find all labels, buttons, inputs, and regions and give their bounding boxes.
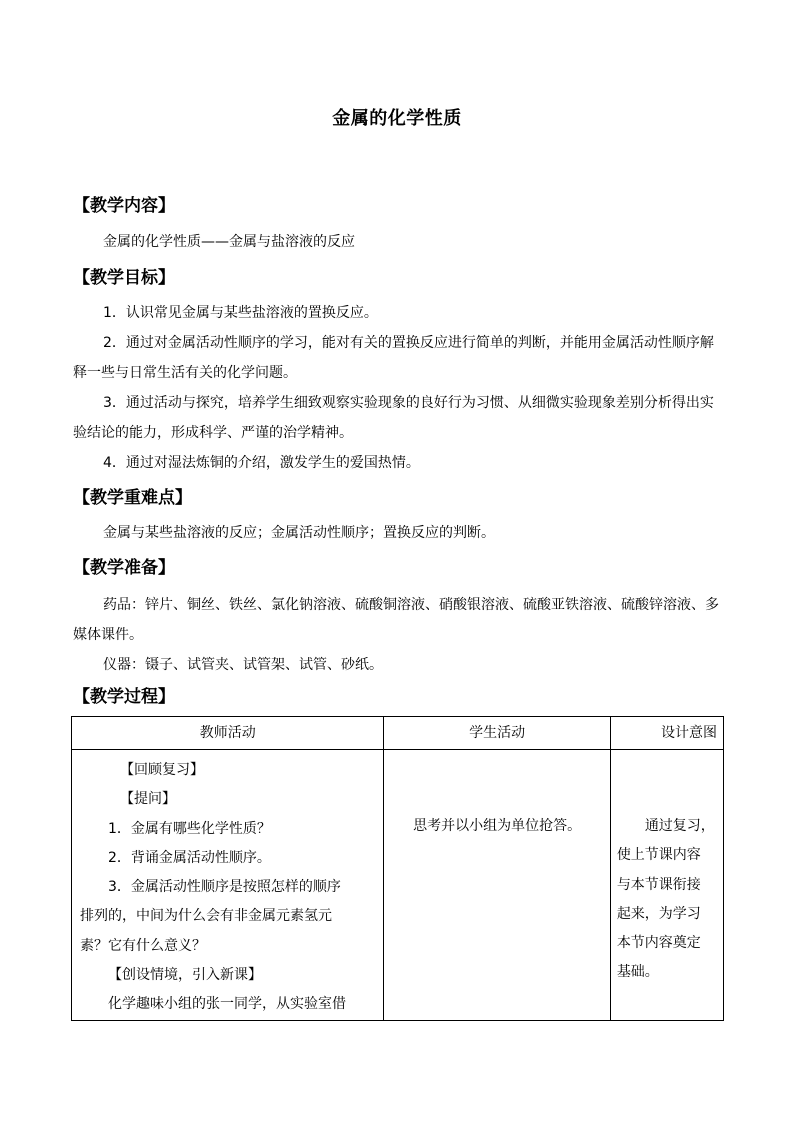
heading-teaching-process: 【教学过程】 <box>73 687 175 707</box>
teaching-content-text: 金属的化学性质——金属与盐溶液的反应 <box>103 234 355 250</box>
teacher-line: 化学趣味小组的张一同学，从实验室借 <box>108 996 346 1013</box>
teacher-line: 1．金属有哪些化学性质？ <box>108 820 271 837</box>
goal-item-4: 4．通过对湿法炼铜的介绍，激发学生的爱国热情。 <box>103 455 420 471</box>
table-header-row <box>72 717 724 750</box>
design-line: 起来，为学习 <box>616 905 701 922</box>
teacher-line: 【回顾复习】 <box>120 762 204 778</box>
design-intent-cell <box>610 750 723 1021</box>
goal-item-3: 3．通过活动与探究，培养学生细致观察实验现象的良好行为习惯、从细微实验现象差别分析得出实验结论的能力，形成科学、严谨的治学精神。 <box>73 395 714 441</box>
header-student-activity: 学生活动 <box>384 717 610 750</box>
goal-item-1: 1．认识常见金属与某些盐溶液的置换反应。 <box>103 305 378 321</box>
key-points-text: 金属与某些盐溶液的反应；金属活动性顺序；置换反应的判断。 <box>103 525 495 541</box>
header-teacher-activity: 教师活动 <box>72 717 384 750</box>
teacher-line: 【创设情境，引入新课】 <box>108 967 262 984</box>
design-line: 与本节课衔接 <box>616 876 701 893</box>
design-line: 本节内容奠定 <box>616 935 701 952</box>
teacher-line: 2．背诵金属活动性顺序。 <box>108 849 271 866</box>
teaching-process-table <box>71 716 724 1021</box>
heading-preparation: 【教学准备】 <box>73 558 175 578</box>
student-activity-cell: 思考并以小组为单位抢答。 <box>384 750 610 1021</box>
preparation-instruments: 仪器：镊子、试管夹、试管架、试管、砂纸。 <box>103 657 383 673</box>
teacher-line: 【提问】 <box>120 791 176 808</box>
design-line: 基础。 <box>616 964 659 981</box>
heading-key-points: 【教学重难点】 <box>73 488 192 508</box>
document-title: 金属的化学性质 <box>332 108 462 129</box>
heading-teaching-goals: 【教学目标】 <box>73 268 175 288</box>
design-line: 使上节课内容 <box>616 847 701 864</box>
table-row <box>72 750 724 1021</box>
preparation-drugs: 药品：锌片、铜丝、铁丝、氯化钠溶液、硫酸铜溶液、硝酸银溶液、硫酸亚铁溶液、硫酸锌溶液、多媒体课件。 <box>73 597 719 643</box>
teacher-line: 排列的，中间为什么会有非金属元素氢元 <box>80 908 332 925</box>
goal-item-2: 2．通过对金属活动性顺序的学习，能对有关的置换反应进行简单的判断，并能用金属活动性顺序解释一些与日常生活有关的化学问题。 <box>73 335 714 381</box>
design-line: 通过复习， <box>644 818 715 834</box>
teacher-activity-cell <box>72 750 384 1021</box>
teacher-line: 素？它有什么意义？ <box>80 937 206 954</box>
header-design-intent: 设计意图 <box>610 717 723 750</box>
heading-teaching-content: 【教学内容】 <box>73 196 175 216</box>
teacher-line: 3．金属活动性顺序是按照怎样的顺序 <box>108 879 341 896</box>
